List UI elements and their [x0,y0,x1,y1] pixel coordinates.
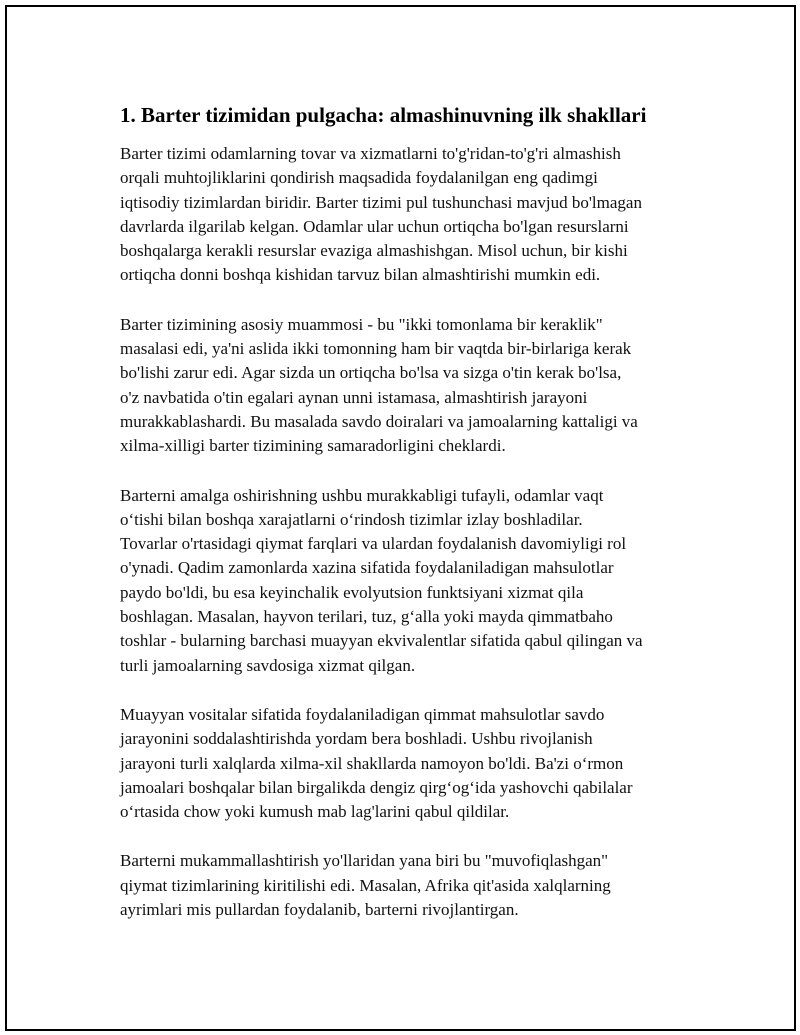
text-line: Barterni amalga oshirishning ushbu murakkabligi tufayli, odamlar vaqt [120,485,604,505]
text-line: Tovarlar o'rtasidagi qiymat farqlari va ulardan foydalanish davomiyligi rol [120,534,627,554]
text-line: bo'lishi zarur edi. Agar sizda un ortiqcha bo'lsa va sizga o'tin kerak bo'lsa, [120,363,622,383]
paragraph-4 [120,703,710,824]
text-line: qiymat tizimlarining kiritilishi edi. Masalan, Afrika qit'asida xalqlarning [120,875,611,895]
text-line: orqali muhtojliklarini qondirish maqsadida foydalanilgan eng qadimgi [120,168,598,188]
paragraph-2 [120,313,710,459]
text-line: o‘tishi bilan boshqa xarajatlarni o‘rindosh tizimlar izlay boshladilar. [120,509,583,529]
text-line: boshqalarga kerakli resurslar evaziga almashishgan. Misol uchun, bir kishi [120,241,628,261]
paragraph-container [120,142,710,922]
paragraph-3 [120,484,710,678]
text-line: xilma-xilligi barter tizimining samaradorligini cheklardi. [120,436,506,456]
paragraph-1 [120,142,710,288]
paragraph-5 [120,849,710,922]
text-line: Barterni mukammallashtirish yo'llaridan yana biri bu "muvofiqlashgan" [120,851,609,871]
section-heading: 1. Barter tizimidan pulgacha: almashinuvning ilk shakllari [120,103,647,127]
text-line: Muayyan vositalar sifatida foydalaniladigan qimmat mahsulotlar savdo [120,704,605,724]
text-line: o'z navbatida o'tin egalari aynan unni istamasa, almashtirish jarayoni [120,387,588,407]
text-line: Barter tizimi odamlarning tovar va xizmatlarni to'g'ridan-to'g'ri almashish [120,144,621,163]
text-line: paydo bo'ldi, bu esa keyinchalik evolyutsion funktsiyani xizmat qila [120,582,584,602]
text-line: masalasi edi, ya'ni aslida ikki tomonning ham bir vaqtda bir-birlariga kerak [120,339,632,359]
text-line: iqtisodiy tizimlardan biridir. Barter tizimi pul tushunchasi mavjud bo'lmagan [120,192,642,212]
text-line: o‘rtasida chow yoki kumush mab lag'larini qabul qildilar. [120,802,510,822]
document-body [120,102,710,947]
text-line: boshlagan. Masalan, hayvon terilari, tuz, g‘alla yoki mayda qimmatbaho [120,607,613,627]
text-line: ortiqcha donni boshqa kishidan tarvuz bilan almashtirishi mumkin edi. [120,265,601,285]
page-frame [5,5,796,1031]
text-line: ayrimlari mis pullardan foydalanib, barterni rivojlantirgan. [120,900,519,920]
text-line: toshlar - bularning barchasi muayyan ekvivalentlar sifatida qabul qilingan va [120,631,643,651]
text-line: Barter tizimining asosiy muammosi - bu "ikki tomonlama bir keraklik" [120,314,603,334]
text-line: jamoalari boshqalar bilan birgalikda dengiz qirg‘og‘ida yashovchi qabilalar [120,777,633,797]
text-line: turli jamoalarning savdosiga xizmat qilgan. [120,655,416,675]
text-line: murakkablashardi. Bu masalada savdo doiralari va jamoalarning kattaligi va [120,411,638,431]
text-line: davrlarda ilgarilab kelgan. Odamlar ular uchun ortiqcha bo'lgan resurslarni [120,216,629,236]
text-line: jarayonini soddalashtirishda yordam bera boshladi. Ushbu rivojlanish [120,729,593,749]
text-line: jarayoni turli xalqlarda xilma-xil shakllarda namoyon bo'ldi. Ba'zi o‘rmon [120,753,624,773]
text-line: o'ynadi. Qadim zamonlarda xazina sifatida foydalaniladigan mahsulotlar [120,558,614,578]
